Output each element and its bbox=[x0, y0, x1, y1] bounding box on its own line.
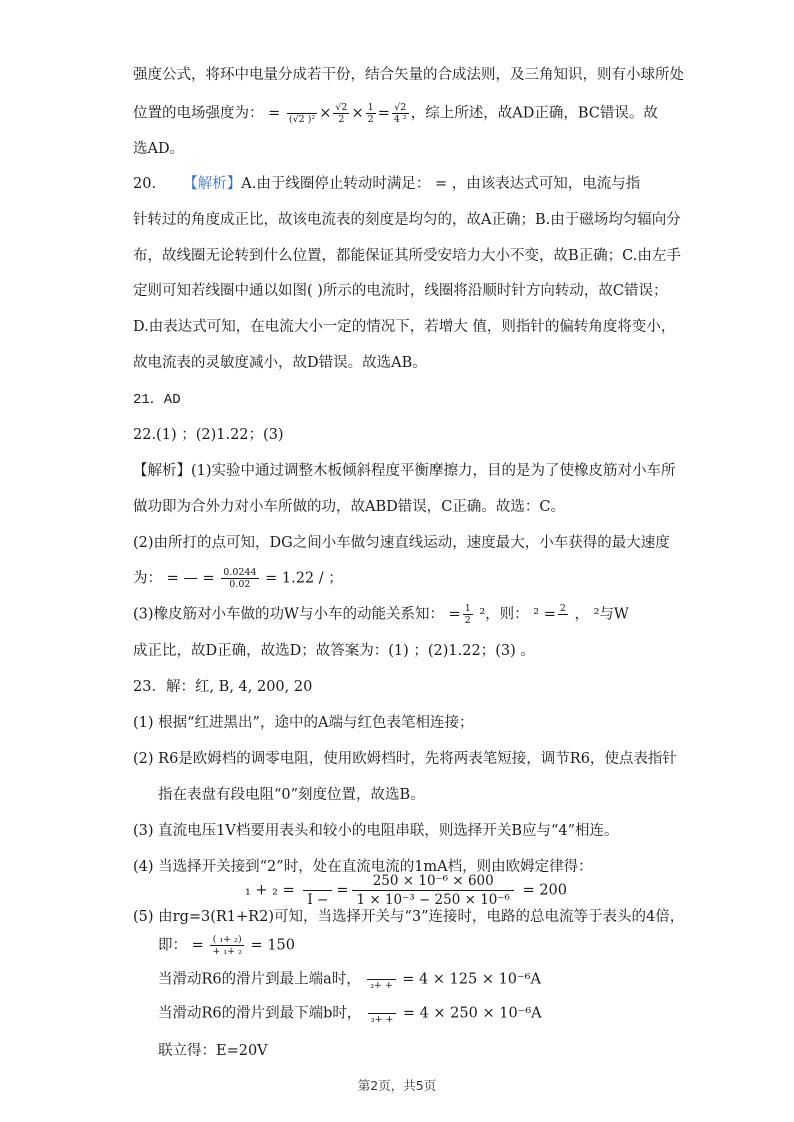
fraction bbox=[558, 603, 568, 626]
text-line: 联立得：E=20V bbox=[158, 1043, 268, 1059]
text: 即： = bbox=[158, 937, 204, 954]
equals: = bbox=[336, 882, 349, 899]
fraction bbox=[392, 102, 409, 125]
fraction bbox=[303, 872, 332, 909]
numerator: 1 bbox=[464, 603, 471, 614]
text-line: (4) 当选择开关接到“2”时，处在直流电流的1mA档，则由欧姆定律得： bbox=[133, 859, 593, 875]
denominator: 0.02 bbox=[229, 579, 251, 590]
fraction bbox=[333, 102, 349, 125]
page-footer: 第2页，共5页 bbox=[357, 1078, 437, 1093]
denominator: 2 bbox=[464, 615, 471, 626]
formula-line bbox=[133, 102, 658, 125]
text-line: 强度公式，将环中电量分成若干份，结合矢量的合成法则，及三角知识，则有小球所处 bbox=[133, 67, 684, 83]
text-line: 针转过的角度成正比，故该电流表的刻度是均匀的，故A正确；B.由于磁场均匀辐向分 bbox=[133, 212, 681, 228]
fraction bbox=[210, 934, 244, 957]
numerator bbox=[287, 102, 317, 114]
text: ，综上所述，故AD正确，BC错误。故 bbox=[410, 105, 658, 122]
numerator: ( ₁+ ₂) bbox=[210, 934, 244, 946]
fraction bbox=[287, 102, 317, 125]
equation bbox=[245, 872, 567, 909]
answer-line: 21．AD bbox=[133, 392, 181, 408]
text-line: 【解析】(1)实验中通过调整木板倾斜程度平衡摩擦力，目的是为了使橡皮筋对小车所 bbox=[133, 463, 676, 479]
text-line: (2)由所打的点可知，DG之间小车做匀速直线运动，速度最大，小车获得的最大速度 bbox=[133, 535, 670, 551]
text-line: 故电流表的灵敏度减小，故D错误。故选AB。 bbox=[133, 355, 427, 371]
numerator: 1 bbox=[367, 102, 374, 113]
text-line: 选AD。 bbox=[133, 141, 185, 157]
text-line: (5) 由rg=3(R1+R2)可知，当选择开关与“3”连接时，电路的总电流等于表头的4倍， bbox=[133, 909, 685, 925]
text: ， ²与W bbox=[569, 606, 629, 623]
text: = 1.22 / ； bbox=[265, 570, 343, 587]
text-line: 定则可知若线圈中通以如图( )所示的电流时，线圈将沿顺时针方向转动，故C错误； bbox=[133, 283, 668, 299]
text: ₁ + ₂ = bbox=[245, 882, 295, 899]
numerator: 0.0244 bbox=[223, 567, 257, 578]
denominator: ₃+ + bbox=[370, 1014, 394, 1025]
text: = 4 × 250 × 10⁻⁶A bbox=[402, 1005, 542, 1022]
equals: = bbox=[377, 105, 390, 122]
text-line: 做功即为合外力对小车所做的功，故ABD错误，C正确。故选：C。 bbox=[133, 499, 565, 515]
text: = 4 × 125 × 10⁻⁶A bbox=[402, 971, 541, 988]
text: (3)橡皮筋对小车做的功W与小车的动能关系知： = bbox=[133, 606, 461, 623]
text-line: 成正比，故D正确，故选D；故答案为：(1) ；(2)1.22；(3) 。 bbox=[133, 643, 535, 659]
fraction bbox=[368, 1002, 396, 1025]
formula-line bbox=[133, 603, 629, 626]
text-line: (2) R6是欧姆档的调零电阻，使用欧姆档时，先将两表笔短接，调节R6，使点表指针 bbox=[133, 751, 677, 767]
equation bbox=[158, 1002, 542, 1025]
numerator bbox=[368, 1002, 396, 1014]
denominator: 1 × 10⁻³ − 250 × 10⁻⁶ bbox=[356, 892, 510, 908]
text-line bbox=[133, 173, 640, 195]
text: 当滑动R6的滑片到最上端a时， bbox=[158, 971, 361, 988]
text-line: D.由表达式可知，在电流大小一定的情况下，若增大 值，则指针的偏转角度将变小， bbox=[133, 319, 676, 335]
equation bbox=[158, 968, 541, 991]
text: = 150 bbox=[250, 937, 295, 954]
question-number: 20. bbox=[133, 176, 157, 192]
answer-line: 22.(1) ；(2)1.22；(3) bbox=[133, 427, 284, 443]
denominator bbox=[558, 615, 568, 626]
numerator: √2 bbox=[335, 102, 348, 113]
text-line: 布，故线圈无论转到什么位置，都能保证其所受安培力大小不变，故B正确；C.由左手 bbox=[133, 248, 681, 264]
denominator: + ₁+ ₂ bbox=[212, 946, 242, 957]
denominator: (√2 )² bbox=[288, 114, 316, 125]
formula-line bbox=[133, 567, 343, 590]
times: × bbox=[319, 105, 332, 122]
text-line: (1) 根据“红进黑出”，途中的A端与红色表笔相连接； bbox=[133, 715, 474, 731]
denominator: 2 bbox=[367, 114, 374, 125]
text-line: 23．解：红, B, 4, 200, 20 bbox=[133, 679, 313, 695]
text: 当滑动R6的滑片到最下端b时， bbox=[158, 1005, 362, 1022]
text: 为： = — = bbox=[133, 570, 215, 587]
numerator: 250 × 10⁻⁶ × 600 bbox=[352, 872, 513, 891]
numerator bbox=[367, 968, 395, 980]
denominator: 2 bbox=[338, 114, 345, 125]
text: ²，则： ² = bbox=[474, 606, 556, 623]
text-line: 指在表盘有段电阻“0”刻度位置，故选B。 bbox=[158, 787, 425, 803]
text: 位置的电场强度为： = bbox=[133, 105, 281, 122]
fraction bbox=[463, 603, 473, 626]
analysis-tag: 【解析】 bbox=[183, 176, 242, 192]
denominator: ₃+ + bbox=[370, 980, 393, 991]
text: A.由于线圈停止转动时满足： = ，由该表达式可知，电流与指 bbox=[241, 176, 641, 192]
equation bbox=[158, 934, 295, 957]
times: × bbox=[351, 105, 364, 122]
numerator: √2 bbox=[392, 102, 409, 114]
fraction bbox=[367, 968, 395, 991]
denominator: I − bbox=[307, 892, 329, 908]
numerator: 2 bbox=[559, 603, 566, 614]
text: = 200 bbox=[522, 882, 567, 899]
fraction bbox=[221, 567, 258, 590]
numerator bbox=[303, 872, 332, 891]
fraction bbox=[366, 102, 376, 125]
denominator: 4 ² bbox=[393, 114, 407, 125]
fraction bbox=[352, 872, 513, 909]
text-line: (3) 直流电压1V档要用表头和较小的电阻串联，则选择开关B应与“4”相连。 bbox=[133, 823, 619, 839]
